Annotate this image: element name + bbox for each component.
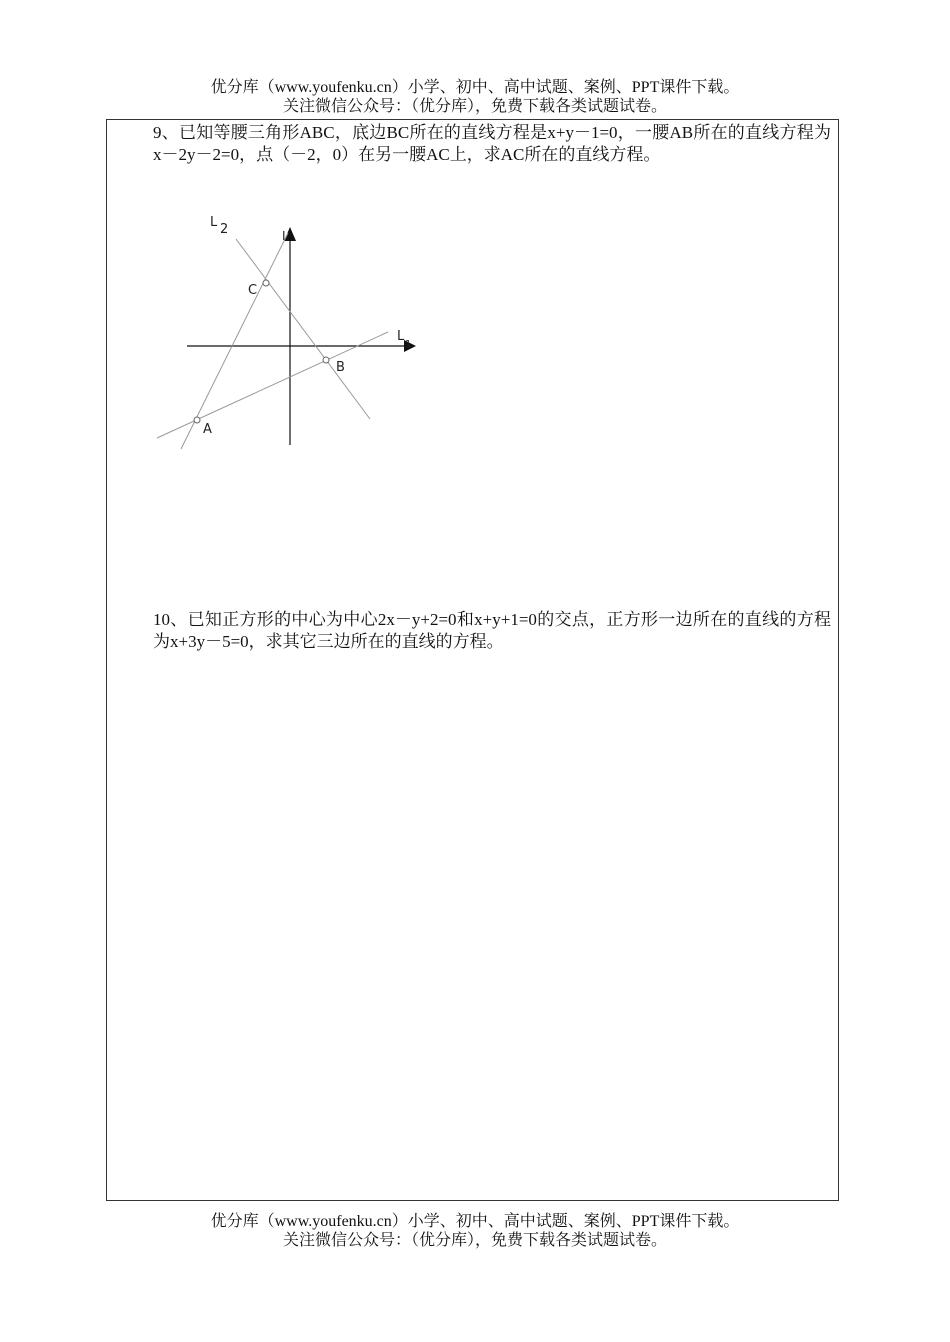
header-line-1: 优分库（www.youfenku.cn）小学、初中、高中试题、案例、PPT课件下载。 [210, 79, 740, 96]
page-footer [0, 1212, 950, 1250]
y-axis-arrow [284, 227, 296, 241]
point-b [323, 357, 329, 363]
label-l1: L [397, 329, 405, 344]
page-header [0, 78, 950, 116]
triangle-figure [150, 205, 430, 460]
label-l2-sub: 2 [220, 222, 229, 237]
label-y-axis: I [282, 229, 286, 243]
line-ab [157, 332, 388, 438]
header-line-2: 关注微信公众号：（优分库），免费下载各类试题试卷。 [282, 98, 667, 115]
question-9: 9、已知等腰三角形ABC，底边BC所在的直线方程是x+y－1=0，一腰AB所在的直线方程为x－2y－2=0，点（－2，0）在另一腰AC上，求AC所在的直线方程。 [153, 123, 831, 164]
label-a: A [203, 422, 212, 437]
point-a [194, 417, 200, 423]
footer-line-2: 关注微信公众号：（优分库），免费下载各类试题试卷。 [282, 1232, 667, 1249]
label-c: C [248, 283, 258, 298]
label-b: B [336, 360, 345, 375]
footer-line-1: 优分库（www.youfenku.cn）小学、初中、高中试题、案例、PPT课件下载。 [210, 1213, 740, 1230]
label-l2: L [210, 215, 218, 230]
point-c [263, 280, 269, 286]
label-l1-sub: 1 [405, 339, 412, 350]
question-10: 10、已知正方形的中心为中心2x－y+2=0和x+y+1=0的交点，正方形一边所在的直线的方程为x+3y－5=0，求其它三边所在的直线的方程。 [153, 610, 831, 651]
